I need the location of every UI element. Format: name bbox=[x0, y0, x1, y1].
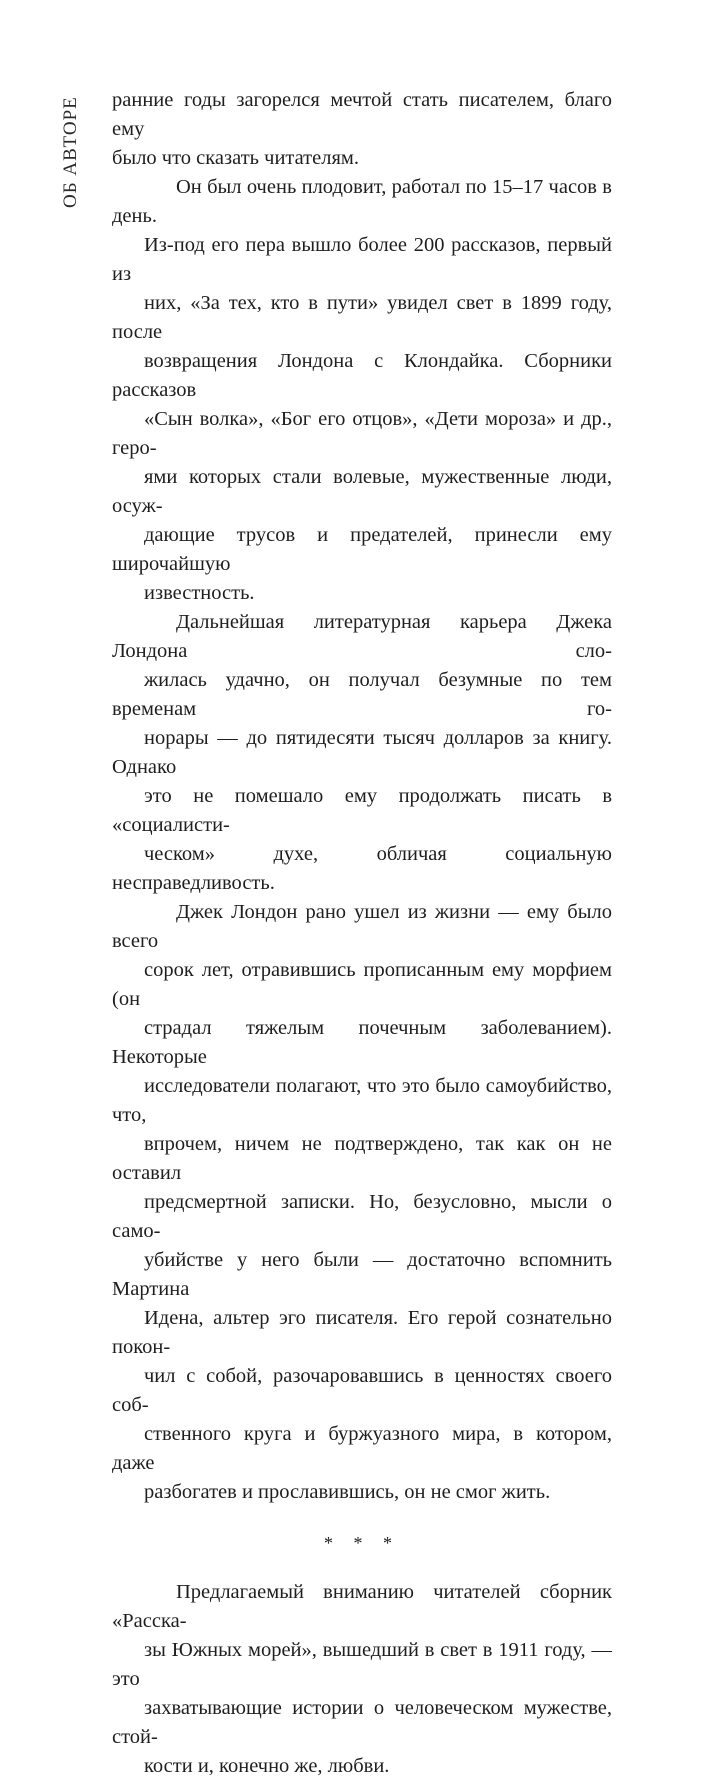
text-line: сорок лет, отравившись прописанным ему морфием (он bbox=[112, 959, 612, 1010]
paragraph bbox=[112, 1578, 612, 1781]
text-line: Он был очень плодовит, работал по 15–17 часов в день. bbox=[112, 176, 612, 227]
text-line: норары — до пятидесяти тысяч долларов за книгу. Однако bbox=[112, 727, 612, 778]
text-line: них, «За тех, кто в пути» увидел свет в 1899 году, после bbox=[112, 292, 612, 343]
paragraph bbox=[112, 86, 612, 173]
text-line: зы Южных морей», вышедший в свет в 1911 году, — это bbox=[112, 1639, 612, 1690]
text-line: исследователи полагают, что это было самоубийство, что, bbox=[112, 1075, 612, 1126]
text-line: разбогатев и прославившись, он не смог жить. bbox=[144, 1481, 551, 1503]
text-line: ческом» духе, обличая социальную несправедливость. bbox=[112, 843, 612, 894]
text-line: ями которых стали волевые, мужественные люди, осуж- bbox=[112, 466, 612, 517]
text-line: убийстве у него были — достаточно вспомнить Мартина bbox=[112, 1249, 612, 1300]
paragraph bbox=[112, 898, 612, 1507]
paragraph bbox=[112, 173, 612, 608]
text-line: возвращения Лондона с Клондайка. Сборники рассказов bbox=[112, 350, 612, 401]
text-line: страдал тяжелым почечным заболеванием). Некоторые bbox=[112, 1017, 612, 1068]
running-header: ОБ АВТОРЕ bbox=[60, 96, 81, 208]
text-line: это не помешало ему продолжать писать в «социалисти- bbox=[112, 785, 612, 836]
text-line: «Сын волка», «Бог его отцов», «Дети мороза» и др., геро- bbox=[112, 408, 612, 459]
text-line: Джек Лондон рано ушел из жизни — ему было всего bbox=[112, 901, 612, 952]
text-line: ственного круга и буржуазного мира, в котором, даже bbox=[112, 1423, 612, 1474]
text-line: Идена, альтер эго писателя. Его герой сознательно покон- bbox=[112, 1307, 612, 1358]
text-line: кости и, конечно же, любви. bbox=[144, 1755, 390, 1777]
text-line: Предлагаемый вниманию читателей сборник «Расска- bbox=[112, 1581, 612, 1632]
text-line: Дальнейшая литературная карьера Джека Лондона сло- bbox=[112, 611, 612, 662]
body-text bbox=[112, 86, 612, 1781]
text-line: известность. bbox=[144, 582, 255, 604]
text-line: предсмертной записки. Но, безусловно, мысли о само- bbox=[112, 1191, 612, 1242]
text-line: впрочем, ничем не подтверждено, так как он не оставил bbox=[112, 1133, 612, 1184]
text-line: Из-под его пера вышло более 200 рассказов, первый из bbox=[112, 234, 612, 285]
paragraph bbox=[112, 608, 612, 898]
text-line: чил с собой, разочаровавшись в ценностях своего соб- bbox=[112, 1365, 612, 1416]
text-line: было что сказать читателям. bbox=[112, 147, 360, 169]
text-line: дающие трусов и предателей, принесли ему широчайшую bbox=[112, 524, 612, 575]
text-line: ранние годы загорелся мечтой стать писателем, благо ему bbox=[112, 89, 612, 140]
text-line: захватывающие истории о человеческом мужестве, стой- bbox=[112, 1697, 612, 1748]
section-separator: * * * bbox=[324, 1533, 400, 1553]
text-line: жилась удачно, он получал безумные по тем временам го- bbox=[112, 669, 612, 720]
